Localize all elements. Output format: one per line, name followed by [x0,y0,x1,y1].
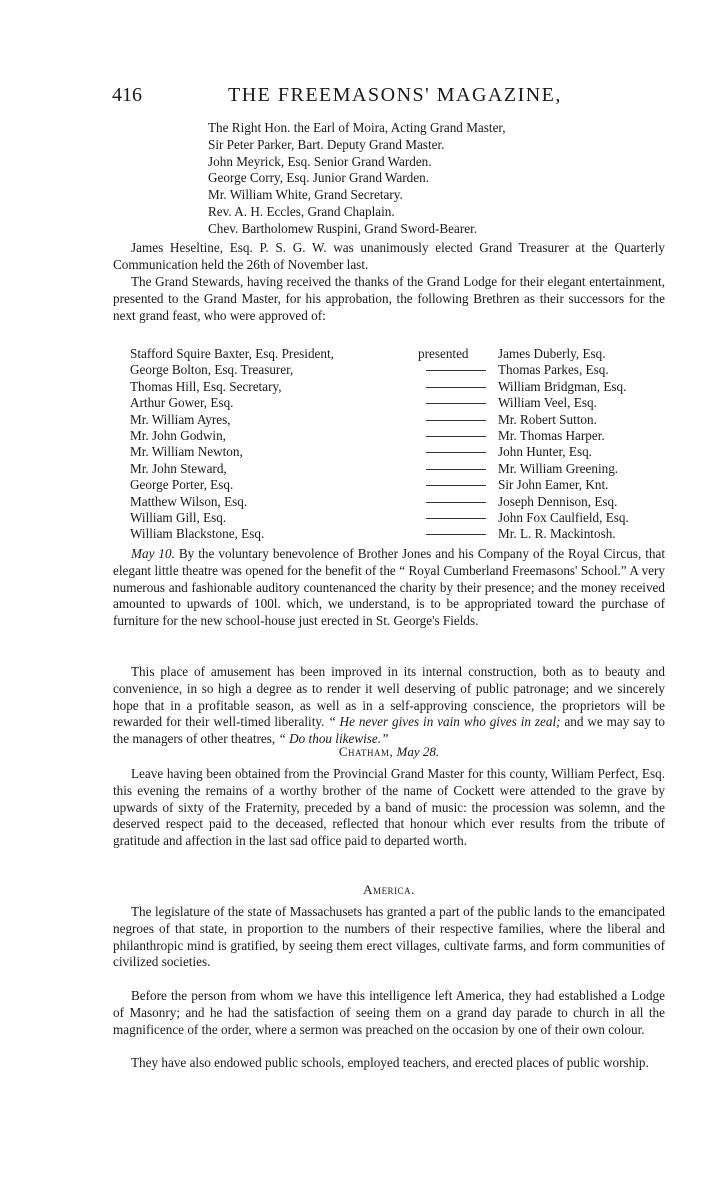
officer-line: Mr. William White, Grand Secretary. [208,187,403,203]
america-paragraph-2: Before the person from whom we have this intelligence left America, they had established a Lodge of Masonry; and he had the satisfaction of seeing them on a grand day parade to church in all the magnificence of the order, where a sermon was preached on the occasion by one of their own colour. [113,988,665,1037]
ditto-dash [426,420,486,421]
steward-name: George Bolton, Esq. Treasurer, [130,362,294,378]
ditto-dash [426,452,486,453]
steward-row [130,362,670,378]
successor-name: Joseph Dennison, Esq. [498,493,618,509]
steward-name: Thomas Hill, Esq. Secretary, [130,378,282,394]
america-paragraph-1: The legislature of the state of Massachusets has granted a part of the public lands to the emancipated negroes of that state, in proportion to the numbers of their respective families, where the liberal and philanthropic mind is gratified, by seeing them erect villages, cultivate farms, and form communities of civilized societies. [113,904,665,970]
successor-name: John Hunter, Esq. [498,444,592,460]
steward-row [130,444,670,460]
steward-row [130,526,670,542]
treasurer-paragraph: James Heseltine, Esq. P. S. G. W. was unanimously elected Grand Treasurer at the Quarterly Communication held the 26th of November last. [113,240,665,272]
successor-name: Sir John Eamer, Knt. [498,477,609,493]
ditto-dash [426,502,486,503]
officer-line: Sir Peter Parker, Bart. Deputy Grand Master. [208,136,445,152]
stewards-table [130,346,670,543]
ditto-dash [426,403,486,404]
steward-name: William Blackstone, Esq. [130,526,265,542]
ditto-dash [426,469,486,470]
america-heading: America. [363,882,415,897]
america-paragraph-3: They have also endowed public schools, employed teachers, and erected places of public worship. [131,1055,649,1070]
officer-line: Chev. Bartholomew Ruspini, Grand Sword-Bearer. [208,220,478,236]
steward-name: Matthew Wilson, Esq. [130,493,248,509]
steward-name: William Gill, Esq. [130,509,227,525]
running-title: THE FREEMASONS' MAGAZINE, [228,84,562,106]
successor-name: Mr. William Greening. [498,460,619,476]
successor-name: Thomas Parkes, Esq. [498,362,609,378]
steward-row [130,346,670,362]
steward-row [130,477,670,493]
steward-row [130,428,670,444]
successor-name: John Fox Caulfield, Esq. [498,509,629,525]
steward-name: Arthur Gower, Esq. [130,395,234,411]
ditto-dash [426,370,486,371]
steward-name: Mr. John Godwin, [130,427,226,443]
steward-name: George Porter, Esq. [130,477,234,493]
successor-name: Mr. Robert Sutton. [498,411,597,427]
stewards-paragraph: The Grand Stewards, having received the thanks of the Grand Lodge for their elegant entertainment, presented to the Grand Master, for his approbation, the following Brethren as their successors for the next grand feast, who were approved of: [113,274,665,323]
successor-name: William Bridgman, Esq. [498,378,627,394]
steward-row [130,412,670,428]
successor-name: James Duberly, Esq. [498,346,606,361]
steward-name: Mr. William Newton, [130,444,243,460]
date-may-10: May 10. [131,546,175,561]
page-number: 416 [112,84,142,106]
amusement-paragraph: This place of amusement has been improved in its internal construction, both as to beauty and convenience, in so high a degree as to render it well deserving of public patronage; and we sincerely hope that in a profitable season, as well as in a self-approving conscience, the proprietors will be rewarded for their well-timed liberality. “ He never gives in vain who gives in zeal; and we may say to the managers of other theatres, “ Do thou likewise.” [113,664,665,747]
officer-line: George Corry, Esq. Junior Grand Warden. [208,170,429,186]
chatham-paragraph: Leave having been obtained from the Provincial Grand Master for this county, William Perfect, Esq. this evening the remains of a worthy brother of the name of Cockett were attended to the grave by upwards of sixty of the Fraternity, preceded by a band of music: the procession was solemn, and the deserved respect paid to the deceased, reflected that honour which ever results from the tribute of gratitude and affection in the last sad office paid to departed worth. [113,766,665,849]
steward-row [130,494,670,510]
ditto-dash [426,485,486,486]
successor-name: Mr. Thomas Harper. [498,427,605,443]
steward-name: Stafford Squire Baxter, Esq. President, [130,346,334,361]
steward-row [130,461,670,477]
grand-officers-list [208,120,506,238]
steward-row [130,395,670,411]
officer-line: John Meyrick, Esq. Senior Grand Warden. [208,153,432,169]
steward-row [130,379,670,395]
steward-name: Mr. William Ayres, [130,411,231,427]
officer-line: Rev. A. H. Eccles, Grand Chaplain. [208,203,395,219]
ditto-dash [426,387,486,388]
ditto-dash [426,518,486,519]
ditto-dash [426,534,486,535]
ditto-dash [426,436,486,437]
royal-circus-paragraph: May 10. By the voluntary benevolence of Brother Jones and his Company of the Royal Circus, that elegant little theatre was opened for the benefit of the “ Royal Cumberland Freemasons' School.” A very numerous and fashionable auditory countenanced the charity by their presence; and the money received amounted to upwards of 100l. which, we understand, is to be appropriated toward the purchase of furniture for the new school-house just erected in St. George's Fields. [113,546,665,629]
steward-row [130,510,670,526]
steward-name: Mr. John Steward, [130,460,227,476]
chatham-heading: Chatham, May 28. [338,744,440,759]
successor-name: Mr. L. R. Mackintosh. [498,526,616,542]
successor-name: William Veel, Esq. [498,395,597,411]
officer-line: The Right Hon. the Earl of Moira, Acting Grand Master, [208,120,506,135]
presented-label: presented [418,346,469,361]
